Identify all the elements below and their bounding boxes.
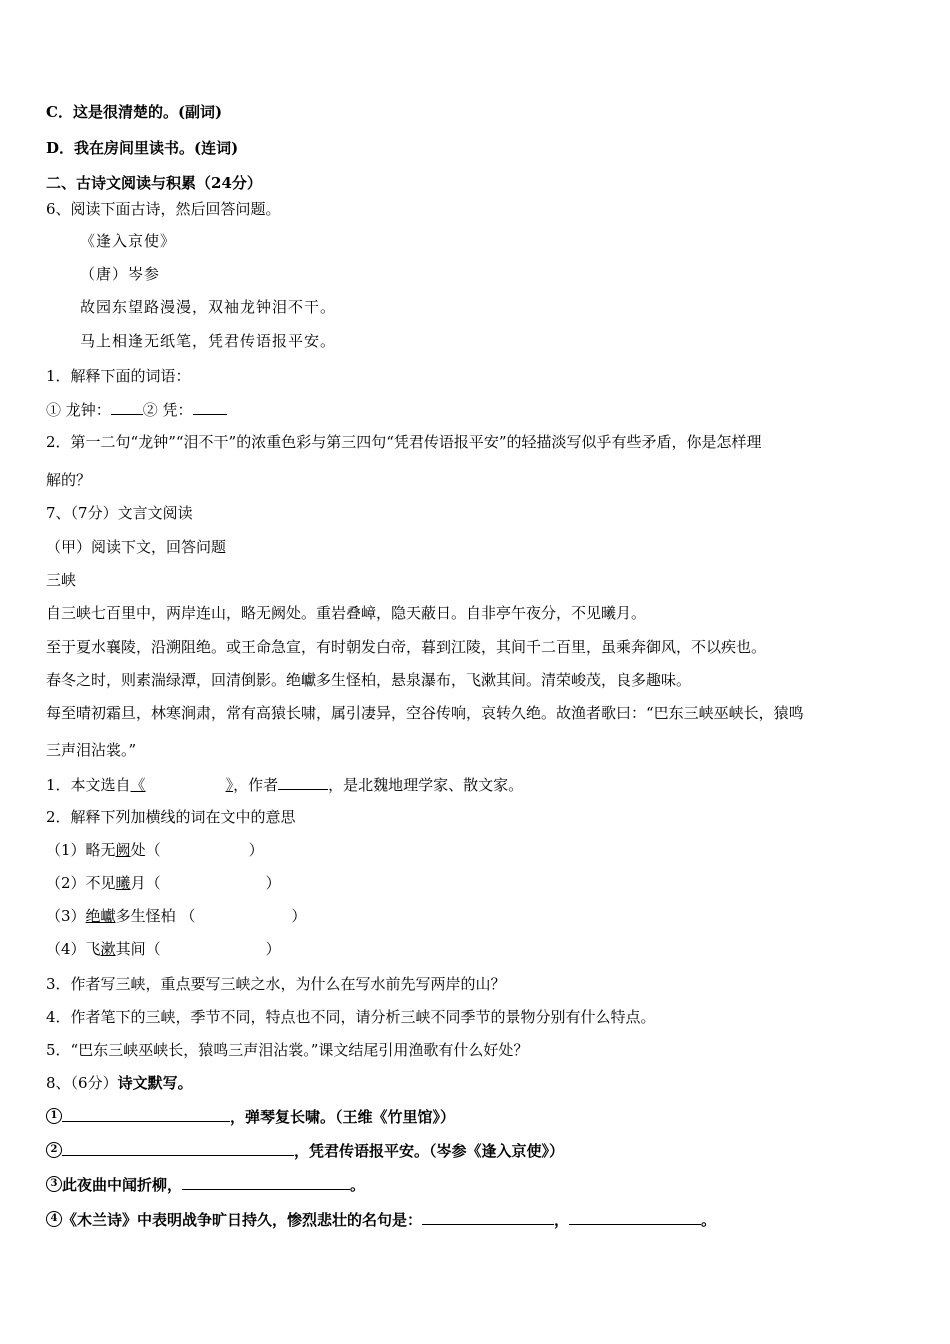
dictation-3-end: 。 [350,1176,366,1194]
underlined-word-shu: 漱 [100,940,116,958]
close-paren: ） [265,940,281,958]
question-7-1 [46,774,523,795]
circled-number-1: 1 [46,1108,62,1124]
blank-dictation-1[interactable] [62,1106,230,1122]
close-paren: ） [291,907,307,925]
circled-number-3: 3 [46,1176,62,1192]
book-open: 《 [130,776,146,794]
q7-2-1-suffix: 处（ [130,841,161,859]
book-close: 》 [225,776,234,794]
option-c: C．这是很清楚的。(副词) [46,103,223,121]
q7-1-prefix: 1．本文选自 [46,776,131,794]
question-6: 6、阅读下面古诗，然后回答问题。 [46,200,281,218]
q8-prefix: 8、（6分） [46,1074,118,1092]
q7-2-2-suffix: 月（ [130,874,161,892]
circled-number-2: 2 [46,1142,62,1158]
blank-dictation-4b[interactable] [569,1209,701,1225]
dictation-3-text: 此夜曲中闻折柳， [62,1176,183,1194]
question-7-2-1 [46,840,264,860]
blank-longzhong[interactable] [111,399,143,415]
blank-dictation-4a[interactable] [422,1209,554,1225]
poem-author: （唐）岑参 [80,265,161,283]
option-d: D．我在房间里读书。(连词) [46,139,239,157]
question-7-3: 3．作者写三峡，重点要写三峡之水，为什么在写水前先写两岸的山？ [46,975,506,993]
question-7-2-2 [46,873,281,893]
blank-author[interactable] [278,774,328,790]
q7-1-mid: ，作者 [233,776,279,794]
poem-title: 《逢入京使》 [80,232,177,250]
blank-ping[interactable] [193,399,227,415]
text-paragraph-3: 春冬之时，则素湍绿潭，回清倒影。绝巘多生怪柏，悬泉瀑布，飞漱其间。清荣峻茂，良多趣味。 [46,671,692,689]
question-6-2-line1: 2．第一二句“龙钟”“泪不干”的浓重色彩与第三四句“凭君传语报平安”的轻描淡写似乎有些矛盾，你是怎样理 [46,433,762,451]
close-paren: ） [248,841,264,859]
poem-line-2: 马上相逢无纸笔，凭君传语报平安。 [80,332,337,350]
question-6-1: 1．解释下面的词语： [46,367,191,385]
underlined-word-jueyan: 绝巘 [85,907,116,925]
question-7-jia: （甲）阅读下文，回答问题 [46,538,227,556]
dictation-3 [46,1174,365,1195]
question-7-4: 4．作者笔下的三峡，季节不同，特点也不同，请分析三峡不同季节的景物分别有什么特点。 [46,1008,656,1026]
dictation-4 [46,1209,716,1230]
q7-2-4-prefix: （4）飞 [46,940,101,958]
close-paren: ） [265,874,281,892]
question-8 [46,1073,193,1093]
text-paragraph-2: 至于夏水襄陵，沿溯阻绝。或王命急宣，有时朝发白帝，暮到江陵，其间千二百里，虽乘奔御风，不以疾也。 [46,638,767,656]
question-7-2: 2．解释下列加横线的词在文中的意思 [46,808,296,826]
text-paragraph-1: 自三峡七百里中，两岸连山，略无阙处。重岩叠嶂，隐天蔽日。自非亭午夜分，不见曦月。 [46,604,647,622]
question-7: 7、（7分）文言文阅读 [46,504,193,522]
dictation-1-text: ，弹琴复长啸。（王维《竹里馆》） [230,1108,456,1126]
dictation-2-text: ，凭君传语报平安。（岑参《逢入京使》） [294,1142,565,1160]
q7-2-2-prefix: （2）不见 [46,874,116,892]
blank-book[interactable] [131,776,234,794]
text-title: 三峡 [46,571,77,589]
q7-2-3-prefix: （3） [46,907,86,925]
dictation-1 [46,1106,455,1127]
q7-2-3-suffix: 多生怪柏 （ [115,907,196,925]
label-ping: ② 凭： [142,401,193,419]
question-7-2-3 [46,906,306,926]
underlined-word-que: 阙 [115,841,131,859]
q7-2-4-suffix: 其间（ [115,940,161,958]
underlined-word-xi: 曦 [115,874,131,892]
q7-2-1-prefix: （1）略无 [46,841,116,859]
blank-dictation-2[interactable] [62,1140,294,1156]
blank-dictation-3[interactable] [182,1174,350,1190]
circled-number-4: 4 [46,1211,62,1227]
question-7-5: 5．“巴东三峡巫峡长，猿鸣三声泪沾裳。”课文结尾引用渔歌有什么好处？ [46,1041,529,1059]
dictation-2 [46,1140,564,1161]
dictation-4-text: 《木兰诗》中表明战争旷日持久，惨烈悲壮的名句是： [62,1211,423,1229]
dictation-4-comma: ， [554,1211,570,1229]
text-paragraph-4b: 三声泪沾裳。” [46,741,137,759]
q8-title: 诗文默写。 [117,1074,193,1092]
poem-line-1: 故园东望路漫漫，双袖龙钟泪不干。 [80,298,337,316]
question-7-2-4 [46,939,281,959]
dictation-4-end: 。 [701,1211,717,1229]
text-paragraph-4a: 每至晴初霜旦，林寒涧肃，常有高猿长啸，属引凄异，空谷传响，哀转久绝。故渔者歌曰：“巴东三峡巫峡长，猿鸣 [46,704,804,722]
question-6-1-items [46,399,227,420]
question-6-2-line2: 解的？ [46,471,92,489]
q7-1-suffix: ，是北魏地理学家、散文家。 [328,776,524,794]
label-longzhong: ① 龙钟： [46,401,111,419]
section-2-heading: 二、古诗文阅读与积累（24分） [46,174,262,192]
